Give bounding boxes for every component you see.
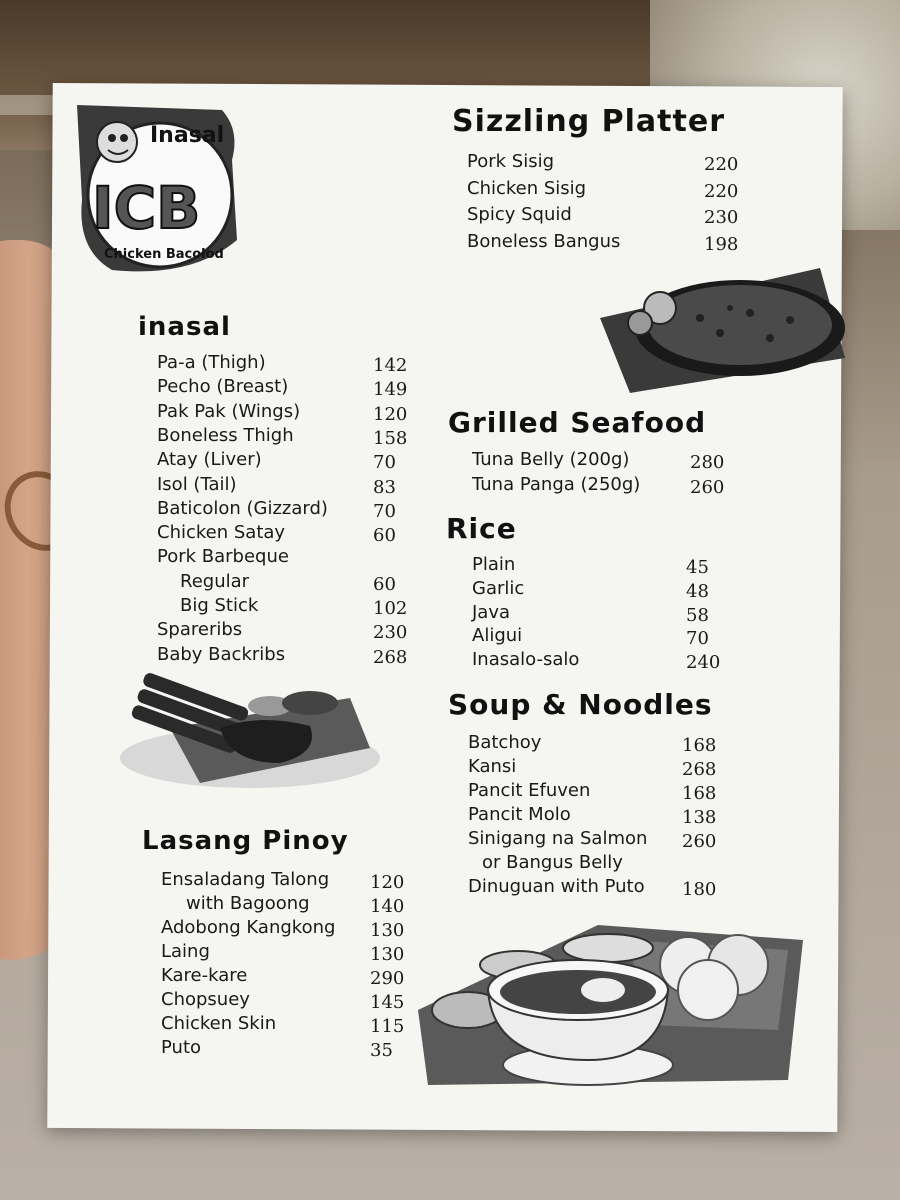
menu-item-name: Boneless Thigh [157,424,294,446]
menu-item-name: with Bagoong [186,893,310,914]
menu-item-price: 102 [373,598,408,619]
menu-item-name: Chicken Skin [161,1013,277,1034]
menu-item-name: Pork Sisig [467,151,555,172]
menu-item-name: Aligui [472,625,523,647]
menu-item-price: 115 [370,1016,405,1037]
menu-item-name: Baticolon (Gizzard) [157,497,328,519]
menu-item-name: Spicy Squid [467,204,572,225]
menu-item-name: Baby Backribs [157,643,286,665]
menu-item-price: 168 [682,783,717,804]
menu-item-name: Pancit Molo [468,804,571,825]
menu-item-price: 83 [373,476,396,498]
menu-item-price: 70 [373,500,396,522]
menu-item-name: Inasalo-salo [472,649,580,671]
heading-grilled-seafood: Grilled Seafood [448,406,707,439]
menu-item-price: 138 [682,807,717,828]
menu-item-name: Laing [161,941,210,962]
menu-item-price: 149 [373,379,408,401]
menu-item-price: 60 [373,525,396,547]
menu-item-price: 230 [373,622,408,644]
menu-item-price: 70 [686,628,709,650]
menu-item-price: 220 [704,180,739,202]
menu-item-price: 268 [682,759,717,780]
menu-item-name: Pa-a (Thigh) [157,352,266,373]
menu-item-name: Garlic [472,577,525,599]
menu-item-name: Boneless Bangus [467,230,621,252]
menu-item-name: Big Stick [180,595,259,616]
menu-item-name: Atay (Liver) [157,449,262,471]
heading-sizzling-platter: Sizzling Platter [452,104,725,139]
menu-item-price: 198 [704,233,739,255]
menu-item-price: 60 [373,573,396,595]
heading-lasang-pinoy: Lasang Pinoy [142,826,349,856]
heading-rice: Rice [446,512,517,545]
soup-bowl-photo [418,910,803,1090]
logo-top-text: Inasal [150,123,225,148]
menu-item-name: Puto [161,1037,202,1058]
menu-item-price: 145 [370,992,405,1013]
menu-item-price: 120 [370,872,405,893]
menu-item-price: 142 [373,355,408,376]
menu-item-name: Tuna Panga (250g) [472,473,641,495]
menu-item-name: Kansi [468,756,517,777]
menu-item-price: 70 [373,452,396,474]
menu-item-name: Spareribs [157,619,243,641]
menu-item-name: Java [472,601,511,623]
sisig-platter-photo [600,268,845,398]
menu-item-name: Kare-kare [161,965,248,986]
menu-item-name: or Bangus Belly [482,852,623,873]
menu-item-name: Ensaladang Talong [161,869,330,890]
menu-item-name: Pecho (Breast) [157,376,289,398]
menu-item-name: Pancit Efuven [468,780,591,801]
menu-item-price: 290 [370,968,405,989]
menu-item-name: Pak Pak (Wings) [157,400,301,422]
menu-item-price: 240 [686,652,721,674]
menu-item-name: Pork Barbeque [157,546,289,568]
menu-item-price: 130 [370,920,405,941]
menu-item-price: 268 [373,646,408,668]
heading-inasal: inasal [138,312,231,342]
menu-item-name: Tuna Belly (200g) [472,449,630,470]
menu-item-price: 140 [370,896,405,917]
menu-item-price: 220 [704,154,739,175]
menu-item-price: 35 [370,1040,393,1061]
menu-item-name: Adobong Kangkong [161,917,336,938]
menu-item-price: 280 [690,452,725,473]
heading-soup-noodles: Soup & Noodles [448,688,713,721]
menu-item-name: Chicken Satay [157,522,286,544]
menu-item-price: 45 [686,557,709,578]
menu-item-price: 180 [682,879,717,900]
logo-main-text: ICB [92,174,201,242]
menu-item-price: 158 [373,427,408,449]
menu-item-name: Sinigang na Salmon [468,828,648,849]
menu-item-name: Chicken Sisig [467,177,587,199]
menu-item-name: Batchoy [468,732,542,753]
menu-item-name: Dinuguan with Puto [468,876,645,897]
menu-item-price: 48 [686,580,709,602]
menu-item-price: 130 [370,944,405,965]
menu-item-price: 260 [682,831,717,852]
menu-item-name: Chopsuey [161,989,250,1010]
grilled-meat-photo [110,668,380,798]
menu-item-price: 58 [686,604,709,626]
icb-logo [72,100,242,280]
logo-bottom-text: Chicken Bacolod [104,247,224,262]
menu-item-name: Plain [472,554,516,575]
menu-item-price: 260 [690,476,725,498]
menu-item-name: Regular [180,570,250,592]
menu-item-price: 168 [682,735,717,756]
menu-item-price: 230 [704,207,739,228]
menu-item-name: Isol (Tail) [157,473,237,495]
menu-item-price: 120 [373,403,408,425]
